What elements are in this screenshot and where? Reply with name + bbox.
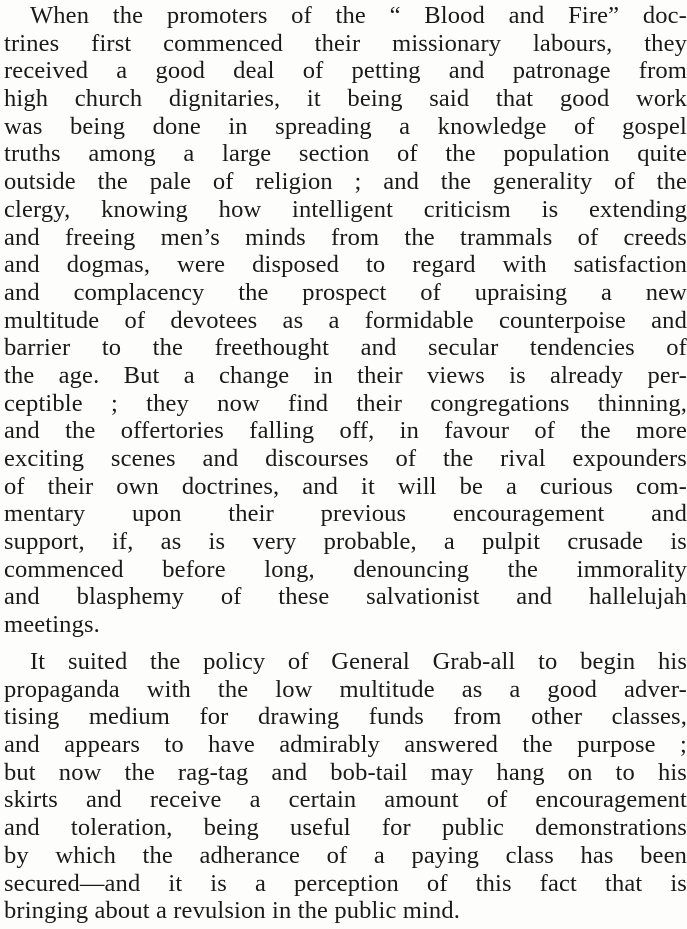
text-line: and freeing men’s minds from the trammals of creeds	[4, 223, 687, 251]
text-line: of their own doctrines, and it will be a curious com-	[4, 472, 687, 500]
text-line: support, if, as is very probable, a pulpit crusade is	[4, 528, 687, 556]
text-line: secured—and it is a perception of this fact that is	[4, 869, 687, 897]
text-line: skirts and receive a certain amount of encouragement	[4, 786, 687, 814]
text-line: multitude of devotees as a formidable counterpoise and	[4, 306, 687, 334]
text-line: ceptible ; they now find their congregations thinning,	[4, 389, 687, 417]
text-line: and complacency the prospect of upraising a new	[4, 278, 687, 306]
text-line: and blasphemy of these salvationist and hallelujah	[4, 583, 687, 611]
text-line: It suited the policy of General Grab-all to begin his	[30, 648, 687, 675]
text-line: When the promoters of the “ Blood and Fire” doc-	[30, 2, 687, 29]
text-line: trines first commenced their missionary labours, they	[4, 29, 687, 57]
text-line: commenced before long, denouncing the immorality	[4, 555, 687, 583]
text-line: barrier to the freethought and secular tendencies of	[4, 334, 687, 362]
paragraph-salvationist-doctrines	[0, 2, 687, 639]
text-line: bringing about a revulsion in the public mind.	[4, 897, 460, 925]
text-line: by which the adherance of a paying class has been	[4, 841, 687, 869]
text-line: but now the rag-tag and bob-tail may hang on to his	[4, 758, 687, 786]
text-line: and toleration, being useful for public demonstrations	[4, 814, 687, 842]
text-line: exciting scenes and discourses of the rival expounders	[4, 445, 687, 472]
text-line: truths among a large section of the population quite	[4, 140, 687, 168]
text-line: and appears to have admirably answered the purpose ;	[4, 731, 687, 759]
text-line: was being done in spreading a knowledge of gospel	[4, 112, 687, 140]
text-line: and the offertories falling off, in favour of the more	[4, 417, 687, 445]
text-line: meetings.	[4, 611, 100, 639]
text-line: clergy, knowing how intelligent criticism is extending	[4, 195, 687, 223]
text-line: mentary upon their previous encouragement and	[4, 500, 687, 528]
text-line: high church dignitaries, it being said that good work	[4, 85, 687, 113]
paragraph-general-grab-all	[0, 648, 687, 925]
text-line: received a good deal of petting and patronage from	[4, 57, 687, 85]
text-line: propaganda with the low multitude as a good adver-	[4, 675, 687, 703]
text-line: and dogmas, were disposed to regard with satisfaction	[4, 251, 687, 279]
text-line: the age. But a change in their views is already per-	[4, 361, 687, 389]
text-line: outside the pale of religion ; and the generality of the	[4, 168, 687, 196]
text-line: tising medium for drawing funds from other classes,	[4, 703, 687, 731]
